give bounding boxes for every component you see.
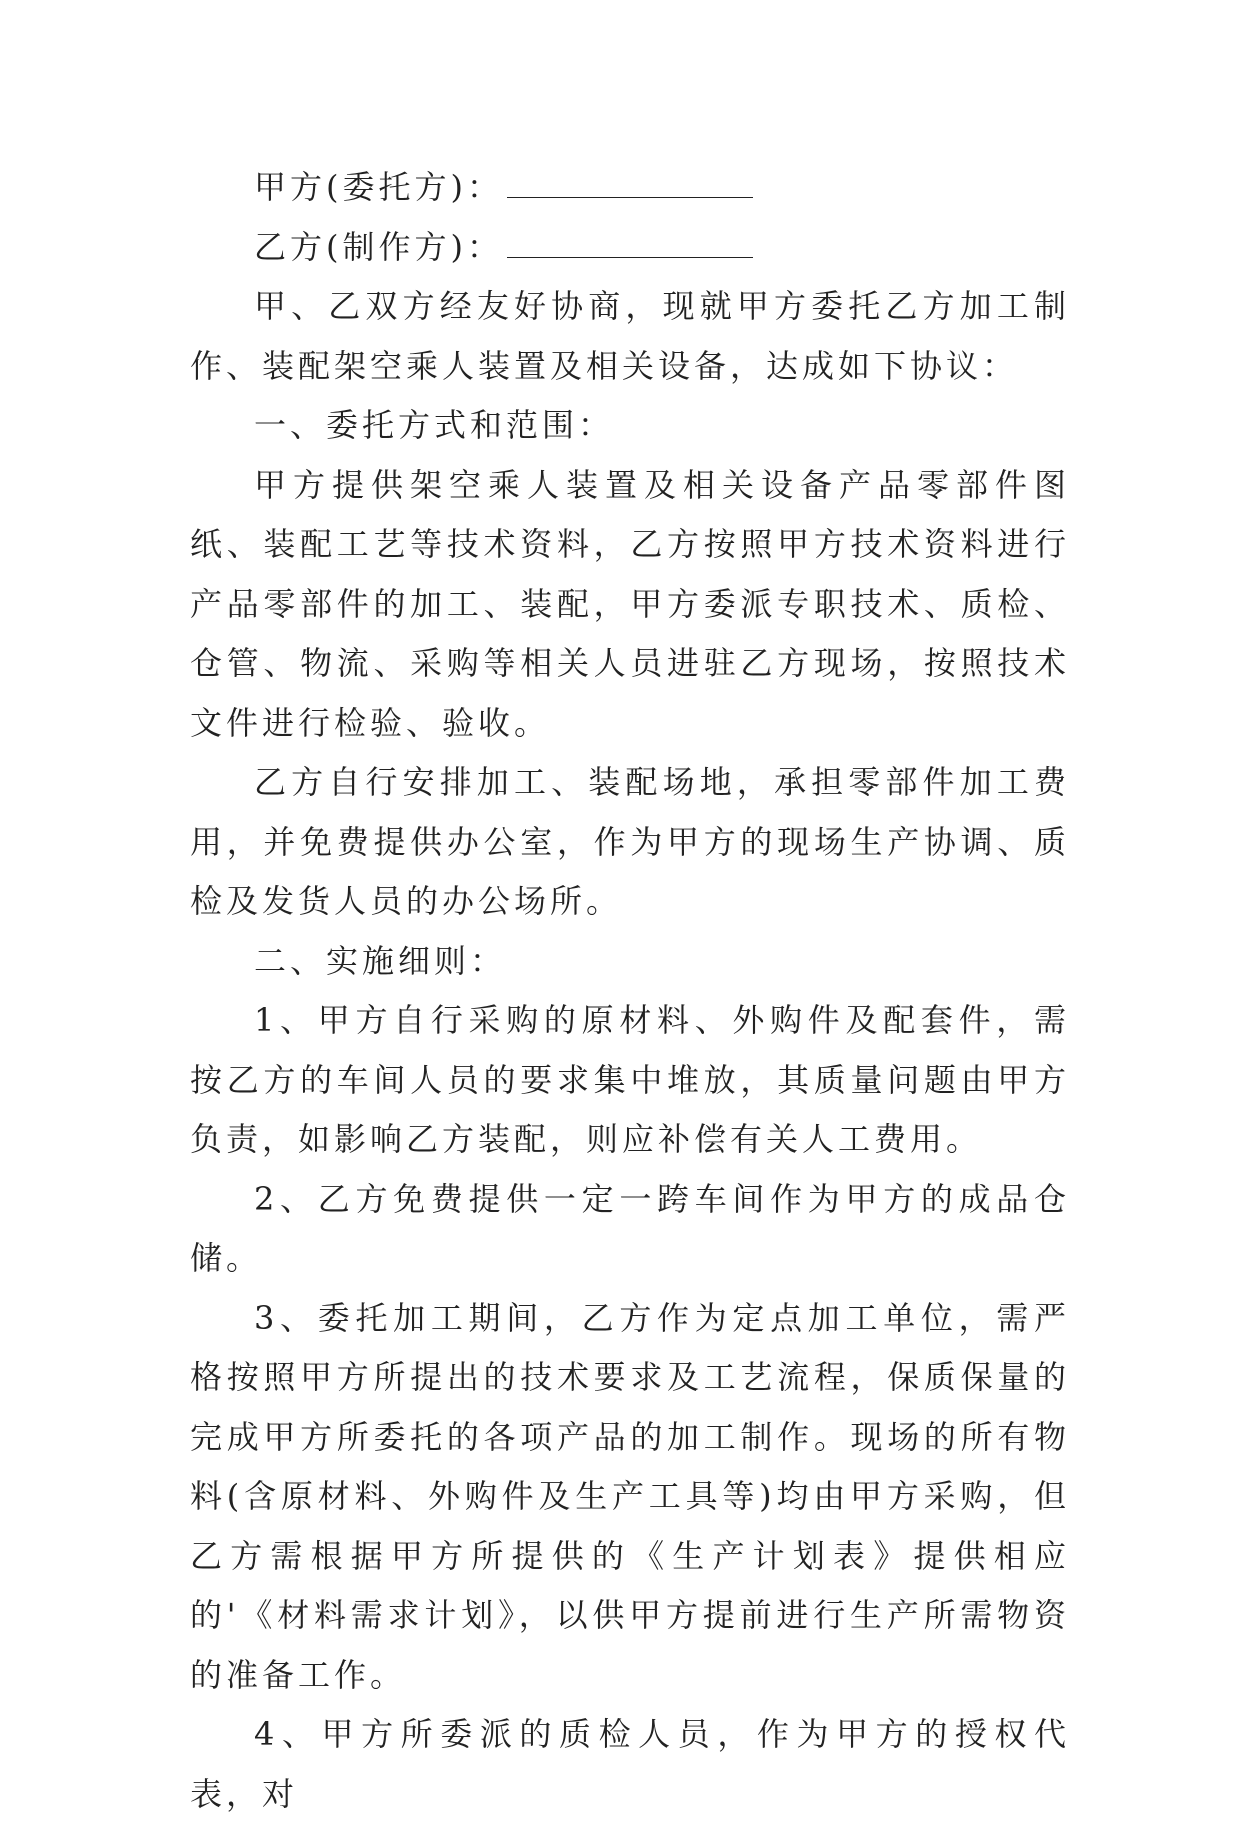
section-heading-scope: 一、委托方式和范围： xyxy=(254,406,615,444)
rule-item-1: 1、甲方自行采购的原材料、外购件及配套件，需按乙方的车间人员的要求集中堆放，其质量问题由甲方负责，如影响乙方装配，则应补偿有关人工费用。 xyxy=(190,1001,1070,1158)
intro-paragraph: 甲、乙双方经友好协商，现就甲方委托乙方加工制作、装配架空乘人装置及相关设备，达成如下协议： xyxy=(190,287,1070,385)
rule-item-4: 4、甲方所委派的质检人员，作为甲方的授权代表，对 xyxy=(190,1715,1070,1813)
party-a-line xyxy=(190,158,1070,218)
party-b-line xyxy=(190,218,1070,278)
document-body xyxy=(190,158,1070,1824)
rule-item-3: 3、委托加工期间，乙方作为定点加工单位，需严格按照甲方所提出的技术要求及工艺流程，保质保量的完成甲方所委托的各项产品的加工制作。现场的所有物料(含原材料、外购件及生产工具等)均由甲方采购，但乙方需根据甲方所提供的《生产计划表》提供相应的'《材料需求计划》，以供甲方提前进行生产所需物资的准备工作。 xyxy=(190,1298,1070,1694)
scope-paragraph: 甲方提供架空乘人装置及相关设备产品零部件图纸、装配工艺等技术资料，乙方按照甲方技术资料进行产品零部件的加工、装配，甲方委派专职技术、质检、仓管、物流、采购等相关人员进驻乙方现场，按照技术文件进行检验、验收。 xyxy=(190,465,1070,742)
party-a-label: 甲方(委托方)： xyxy=(254,168,503,206)
party-b-label: 乙方(制作方)： xyxy=(254,227,503,266)
party-b-blank xyxy=(507,231,753,258)
site-paragraph: 乙方自行安排加工、装配场地，承担零部件加工费用，并免费提供办公室，作为甲方的现场生产协调、质检及发货人员的办公场所。 xyxy=(190,763,1070,920)
party-a-blank xyxy=(507,171,753,198)
rule-item-2: 2、乙方免费提供一定一跨车间作为甲方的成品仓储。 xyxy=(190,1179,1070,1277)
section-heading-rules: 二、实施细则： xyxy=(254,941,507,980)
